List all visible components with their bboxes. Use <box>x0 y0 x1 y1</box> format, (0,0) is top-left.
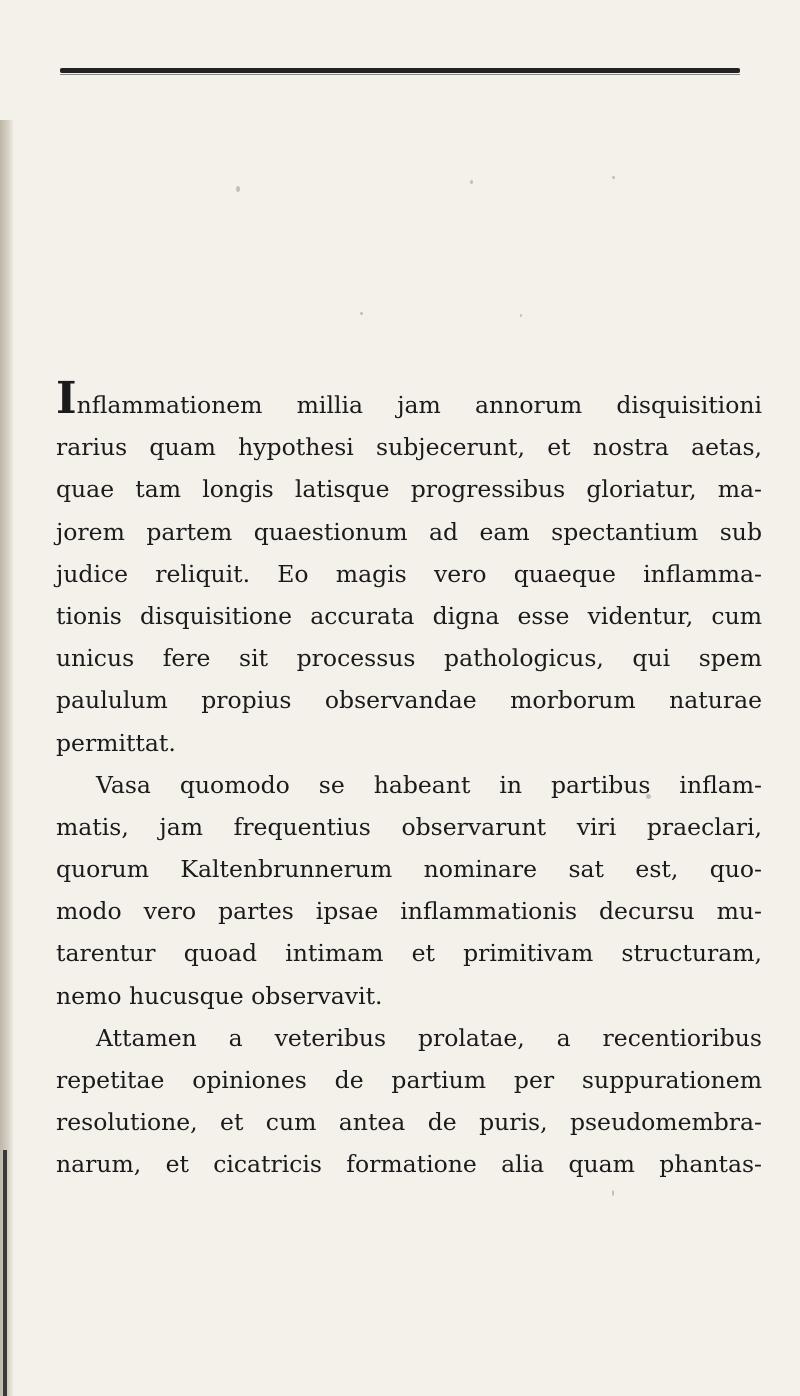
text-line-2: rarius quam hypothesi subjecerunt, et nostra aetas, <box>56 433 762 462</box>
top-border-rule-thin <box>60 74 740 75</box>
top-border-rule <box>60 68 740 73</box>
text-line-15: nemo hucusque observavit. <box>56 981 383 1010</box>
text-line-6: tionis disquisitione accurata digna esse videntur, cum <box>56 601 762 630</box>
text-line-5: judice reliquit. Eo magis vero quaeque inflamma- <box>56 559 762 588</box>
text-line-9: permittat. <box>56 728 176 757</box>
paper-speck <box>236 186 240 192</box>
binding-edge <box>3 1150 7 1396</box>
text-line-3: quae tam longis latisque progressibus gloriatur, ma- <box>56 475 762 504</box>
drop-cap: I <box>56 373 77 424</box>
text-line-7: unicus fere sit processus pathologicus, qui spem <box>56 644 762 673</box>
text-line-11: matis, jam frequentius observarunt viri praeclari, <box>56 812 762 841</box>
text-line-14: tarentur quoad intimam et primitivam structuram, <box>56 939 762 968</box>
text-line-1: Inflammationem millia jam annorum disquisitioni <box>56 373 762 424</box>
text-line-8: paululum propius observandae morborum naturae <box>56 686 762 715</box>
text-line-17: repetitae opiniones de partium per suppurationem <box>56 1066 762 1094</box>
text-line-4: jorem partem quaestionum ad eam spectantium sub <box>56 517 762 546</box>
paper-speck <box>520 314 522 317</box>
text-line-19: narum, et cicatricis formatione alia quam phantas- <box>56 1150 762 1179</box>
paper-speck <box>360 312 363 315</box>
paper-speck <box>612 176 615 179</box>
text-line-12: quorum Kaltenbrunnerum nominare sat est, quo- <box>56 855 762 884</box>
text-line-10: Vasa quomodo se habeant in partibus inflam- <box>96 770 762 799</box>
paper-speck <box>612 1190 614 1196</box>
paper-speck <box>470 180 473 184</box>
body-text <box>56 373 762 1186</box>
text-line-13: modo vero partes ipsae inflammationis decursu mu- <box>56 897 762 926</box>
text-line-16: Attamen a veteribus prolatae, a recentioribus <box>96 1023 762 1052</box>
text-line-18: resolutione, et cum antea de puris, pseudomembra- <box>56 1108 762 1137</box>
